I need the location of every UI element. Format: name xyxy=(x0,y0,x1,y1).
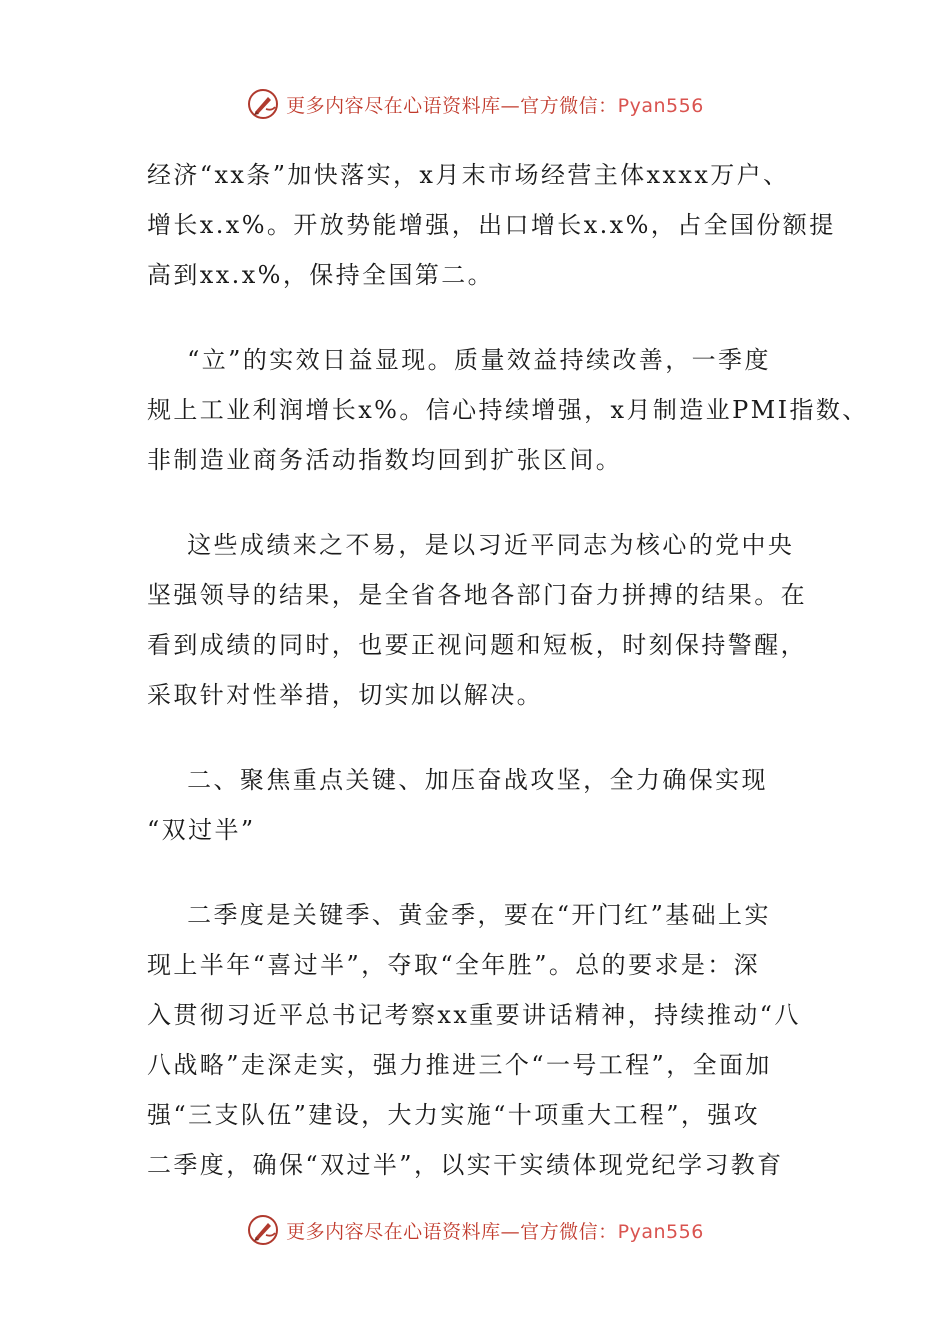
text-line: 八战略”走深走实，强力推进三个“一号工程”，全面加 xyxy=(147,1051,772,1079)
watermark-banner xyxy=(246,87,704,121)
text-line: 规上工业利润增长x%。信心持续增强，x月制造业PMI指数、 xyxy=(147,396,869,424)
pen-logo-icon xyxy=(246,1213,280,1247)
text-line: 二、聚焦重点关键、加压奋战攻坚，全力确保实现 xyxy=(147,766,768,794)
document-body xyxy=(147,150,869,1190)
paragraph-spacer xyxy=(147,855,827,890)
paragraph-spacer xyxy=(147,300,827,335)
watermark-banner xyxy=(246,1213,704,1247)
text-line: 这些成绩来之不易，是以习近平同志为核心的党中央 xyxy=(147,531,795,559)
paragraph-spacer xyxy=(147,485,827,520)
paragraph xyxy=(147,890,827,1190)
paragraph xyxy=(147,520,827,720)
watermark-text: 更多内容尽在心语资料库—官方微信：Pyan556 xyxy=(286,1220,704,1243)
page-header xyxy=(0,84,950,124)
text-line: 采取针对性举措，切实加以解决。 xyxy=(147,681,543,709)
paragraph-spacer xyxy=(147,720,827,755)
paragraph xyxy=(147,335,869,485)
pen-logo-icon xyxy=(246,87,280,121)
text-line: 入贯彻习近平总书记考察xx重要讲话精神，持续推动“八 xyxy=(147,1001,801,1029)
text-line: “立”的实效日益显现。质量效益持续改善，一季度 xyxy=(147,346,771,374)
text-line: 经济“xx条”加快落实，x月末市场经营主体xxxx万户、 xyxy=(147,161,790,189)
text-line: 二季度，确保“双过半”，以实干实绩体现党纪学习教育 xyxy=(147,1151,784,1179)
text-line: 非制造业商务活动指数均回到扩张区间。 xyxy=(147,446,623,474)
watermark-text: 更多内容尽在心语资料库—官方微信：Pyan556 xyxy=(286,94,704,117)
text-line: 强“三支队伍”建设，大力实施“十项重大工程”，强攻 xyxy=(147,1101,761,1129)
text-line: 增长x.x%。开放势能增强，出口增长x.x%，占全国份额提 xyxy=(147,211,836,239)
text-line: 现上半年“喜过半”，夺取“全年胜”。总的要求是：深 xyxy=(147,951,761,979)
page-footer xyxy=(0,1210,950,1250)
text-line: 二季度是关键季、黄金季，要在“开门红”基础上实 xyxy=(147,901,771,929)
text-line: 看到成绩的同时，也要正视问题和短板，时刻保持警醒， xyxy=(147,631,807,659)
paragraph xyxy=(147,150,836,300)
text-line: 高到xx.x%，保持全国第二。 xyxy=(147,261,495,289)
paragraph xyxy=(147,755,827,855)
text-line: “双过半” xyxy=(147,816,256,844)
text-line: 坚强领导的结果，是全省各地各部门奋力拼搏的结果。在 xyxy=(147,581,807,609)
